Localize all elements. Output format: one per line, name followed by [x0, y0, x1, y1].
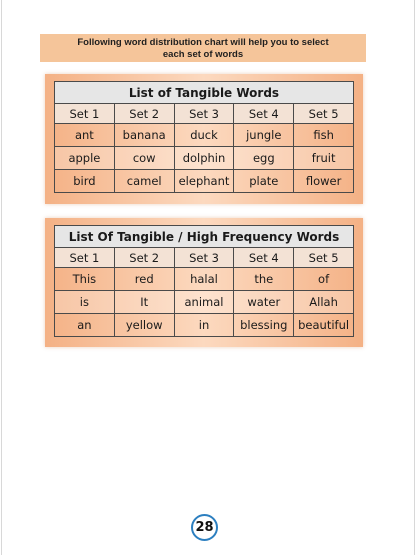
tangible-words-card — [45, 74, 363, 204]
tangible-words-table — [54, 81, 354, 193]
table-cell: This — [55, 268, 115, 291]
table-cell: is — [55, 291, 115, 314]
table-cell: beautiful — [294, 314, 354, 337]
banner-line-2: each set of words — [162, 49, 244, 60]
table-cell: water — [234, 291, 294, 314]
table-cell: flower — [294, 170, 354, 193]
table-row — [55, 170, 354, 193]
high-frequency-words-card — [45, 218, 363, 347]
table-row — [55, 314, 354, 337]
page-number: 28 — [191, 514, 218, 541]
table-cell: apple — [55, 147, 115, 170]
table-row — [55, 291, 354, 314]
table-cell: elephant — [174, 170, 234, 193]
column-header: Set 4 — [234, 104, 294, 124]
table-row — [55, 147, 354, 170]
table-cell: plate — [234, 170, 294, 193]
table-cell: an — [55, 314, 115, 337]
instruction-banner — [40, 34, 366, 62]
table-cell: bird — [55, 170, 115, 193]
table-cell: animal — [174, 291, 234, 314]
table-cell: cow — [114, 147, 174, 170]
table-cell: of — [294, 268, 354, 291]
table-cell: banana — [114, 124, 174, 147]
column-header: Set 1 — [55, 248, 115, 268]
table-cell: blessing — [234, 314, 294, 337]
table-cell: Allah — [294, 291, 354, 314]
table-cell: fish — [294, 124, 354, 147]
table-cell: dolphin — [174, 147, 234, 170]
table-cell: in — [174, 314, 234, 337]
table-cell: fruit — [294, 147, 354, 170]
column-header: Set 5 — [294, 104, 354, 124]
table-title: List Of Tangible / High Frequency Words — [55, 226, 354, 248]
table-cell: It — [114, 291, 174, 314]
table-cell: the — [234, 268, 294, 291]
table-cell: jungle — [234, 124, 294, 147]
column-header: Set 3 — [174, 248, 234, 268]
high-frequency-words-table — [54, 225, 354, 337]
column-header: Set 5 — [294, 248, 354, 268]
table-cell: halal — [174, 268, 234, 291]
table-cell: yellow — [114, 314, 174, 337]
banner-line-1: Following word distribution chart will help you to select — [77, 37, 329, 48]
table-row — [55, 268, 354, 291]
table-title: List of Tangible Words — [55, 82, 354, 104]
table-cell: camel — [114, 170, 174, 193]
table-cell: red — [114, 268, 174, 291]
table-cell: egg — [234, 147, 294, 170]
table-cell: ant — [55, 124, 115, 147]
column-header: Set 2 — [114, 248, 174, 268]
table-row — [55, 124, 354, 147]
column-header: Set 3 — [174, 104, 234, 124]
column-header: Set 1 — [55, 104, 115, 124]
column-header: Set 4 — [234, 248, 294, 268]
table-cell: duck — [174, 124, 234, 147]
column-header: Set 2 — [114, 104, 174, 124]
